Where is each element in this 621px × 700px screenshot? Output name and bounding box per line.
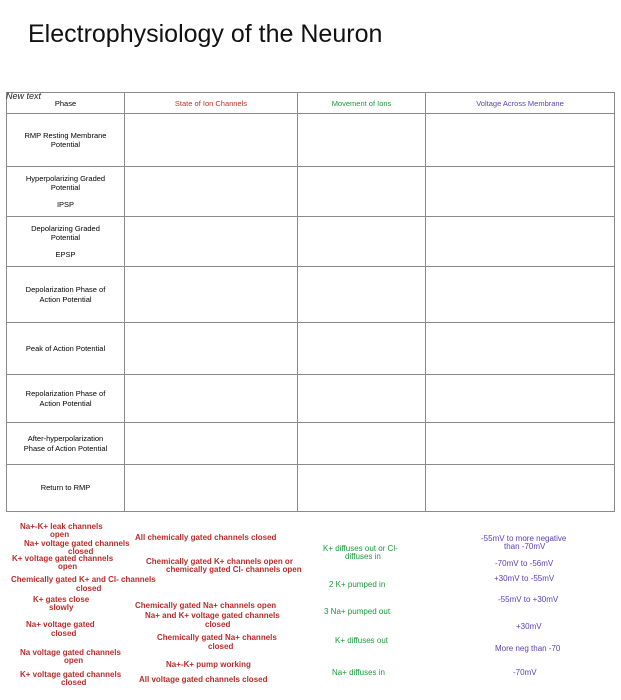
answer-chip[interactable]: 2 K+ pumped in <box>329 580 386 589</box>
state-answer-cell[interactable] <box>125 217 298 267</box>
phase-cell <box>7 217 125 267</box>
movement-answer-cell[interactable] <box>298 465 426 512</box>
answer-chip[interactable]: slowly <box>49 603 74 612</box>
phase-label: Repolarization Phase of <box>25 389 106 398</box>
phase-cell <box>7 267 125 323</box>
answer-chip[interactable]: K+ diffuses out or Cl- <box>323 544 398 553</box>
answer-chip[interactable]: -70mV to -56mV <box>495 559 554 568</box>
movement-answer-cell[interactable] <box>298 167 426 217</box>
answer-chip[interactable]: open <box>64 656 84 665</box>
phase-label: Depolarization Phase of <box>25 285 106 294</box>
answer-chip[interactable]: Chemically gated K+ channels open or <box>146 557 293 566</box>
phase-label: Action Potential <box>39 398 92 408</box>
answer-chip[interactable]: chemically gated Cl- channels open <box>166 565 302 574</box>
answer-chip[interactable]: Chemically gated K+ and Cl- channels <box>11 575 156 584</box>
movement-answer-cell[interactable] <box>298 423 426 465</box>
phase-sublabel: IPSP <box>56 199 75 209</box>
voltage-answer-cell[interactable] <box>426 465 615 512</box>
movement-answer-cell[interactable] <box>298 323 426 375</box>
phase-cell <box>7 465 125 512</box>
answer-chip[interactable]: Na+-K+ pump working <box>166 660 251 669</box>
table-row <box>7 323 615 375</box>
voltage-answer-cell[interactable] <box>426 114 615 167</box>
worksheet-table <box>6 92 615 512</box>
movement-answer-cell[interactable] <box>298 267 426 323</box>
answer-chip[interactable]: Na voltage gated channels <box>20 648 121 657</box>
header-movement: Movement of Ions <box>298 93 426 114</box>
answer-chip[interactable]: Chemically gated Na+ channels <box>157 633 277 642</box>
phase-label: Phase of Action Potential <box>23 443 108 453</box>
movement-answer-cell[interactable] <box>298 114 426 167</box>
answer-chip[interactable]: open <box>50 530 70 539</box>
answer-chip[interactable]: Na+ voltage gated channels <box>24 539 130 548</box>
state-answer-cell[interactable] <box>125 465 298 512</box>
state-answer-cell[interactable] <box>125 114 298 167</box>
answer-chip[interactable]: More neg than -70 <box>495 644 561 653</box>
answer-chip[interactable]: closed <box>61 678 87 687</box>
state-answer-cell[interactable] <box>125 267 298 323</box>
answer-chip[interactable]: closed <box>76 584 102 593</box>
voltage-answer-cell[interactable] <box>426 167 615 217</box>
state-answer-cell[interactable] <box>125 323 298 375</box>
phase-label: Peak of Action Potential <box>25 343 106 353</box>
page-title: Electrophysiology of the Neuron <box>28 20 383 48</box>
answer-chip[interactable]: Na+ and K+ voltage gated channels <box>145 611 280 620</box>
table-row <box>7 167 615 217</box>
answer-chip[interactable]: diffuses in <box>345 552 381 561</box>
phase-cell <box>7 167 125 217</box>
table-row <box>7 217 615 267</box>
table-row <box>7 423 615 465</box>
phase-cell <box>7 423 125 465</box>
answer-chip[interactable]: than -70mV <box>504 542 546 551</box>
answer-chip[interactable]: K+ voltage gated channels <box>20 670 122 679</box>
answer-chip[interactable]: -70mV <box>513 668 537 677</box>
answer-chip[interactable]: +30mV <box>516 622 542 631</box>
answer-chip[interactable]: 3 Na+ pumped out <box>324 607 391 616</box>
answer-chip[interactable]: Na+ voltage gated <box>26 620 95 629</box>
phase-label: Depolarizing Graded <box>31 223 100 233</box>
movement-answer-cell[interactable] <box>298 375 426 423</box>
table-row <box>7 267 615 323</box>
phase-label: Potential <box>50 183 81 193</box>
header-row <box>7 93 615 114</box>
answer-chip[interactable]: -55mV to +30mV <box>498 595 559 604</box>
voltage-answer-cell[interactable] <box>426 217 615 267</box>
phase-label: Potential <box>50 140 81 149</box>
header-phase: Phase <box>7 93 125 114</box>
header-voltage: Voltage Across Membrane <box>426 93 615 114</box>
movement-answer-cell[interactable] <box>298 217 426 267</box>
phase-label: Return to RMP <box>40 483 91 493</box>
answer-chip[interactable]: closed <box>208 642 234 651</box>
answer-chip[interactable]: closed <box>68 547 94 556</box>
header-state: State of Ion Channels <box>125 93 298 114</box>
answer-chip[interactable]: closed <box>205 620 231 629</box>
phase-cell <box>7 114 125 167</box>
table-row <box>7 465 615 512</box>
table-row <box>7 375 615 423</box>
phase-cell <box>7 375 125 423</box>
phase-cell <box>7 323 125 375</box>
voltage-answer-cell[interactable] <box>426 423 615 465</box>
answer-chip[interactable]: All voltage gated channels closed <box>139 675 268 684</box>
state-answer-cell[interactable] <box>125 375 298 423</box>
answer-chip[interactable]: Na+ diffuses in <box>332 668 385 677</box>
phase-label: RMP Resting Membrane <box>24 130 107 140</box>
answer-chip[interactable]: +30mV to -55mV <box>494 574 555 583</box>
phase-label: Potential <box>50 233 81 243</box>
phase-label: After-hyperpolarization <box>27 434 104 443</box>
answer-chip[interactable]: K+ gates close <box>33 595 90 604</box>
state-answer-cell[interactable] <box>125 423 298 465</box>
new-text-label[interactable]: New text <box>6 91 42 101</box>
answer-chip[interactable]: K+ voltage gated channels <box>12 554 114 563</box>
answer-chip[interactable]: K+ diffuses out <box>335 636 388 645</box>
voltage-answer-cell[interactable] <box>426 267 615 323</box>
phase-sublabel: EPSP <box>55 249 76 259</box>
answer-chip[interactable]: Chemically gated Na+ channels open <box>135 601 277 610</box>
answer-chip[interactable]: Na+-K+ leak channels <box>20 522 103 531</box>
state-answer-cell[interactable] <box>125 167 298 217</box>
answer-chip[interactable]: closed <box>51 629 77 638</box>
answer-chip[interactable]: -55mV to more negative <box>481 534 567 543</box>
voltage-answer-cell[interactable] <box>426 375 615 423</box>
phase-label: Action Potential <box>39 294 92 304</box>
phase-label: Hyperpolarizing Graded <box>25 173 106 183</box>
answer-chip[interactable]: open <box>58 562 78 571</box>
table-row <box>7 114 615 167</box>
voltage-answer-cell[interactable] <box>426 323 615 375</box>
answer-chip[interactable]: All chemically gated channels closed <box>135 533 277 542</box>
